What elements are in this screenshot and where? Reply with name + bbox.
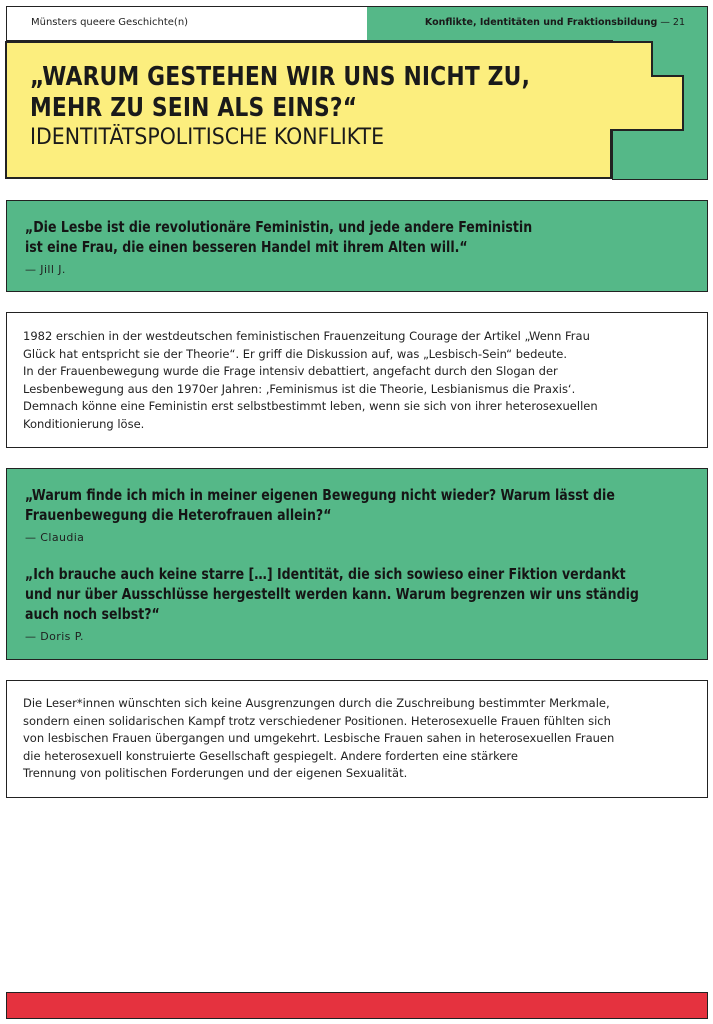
- quote-author: — Doris P.: [25, 630, 84, 643]
- quote-line: ist eine Frau, die einen besseren Handel mit ihrem Alten will.“: [25, 238, 468, 256]
- quote-author: — Claudia: [25, 531, 85, 544]
- footer-red-bar: [6, 992, 708, 1019]
- paragraph-line: Trennung von politischen Forderungen und der eigenen Sexualität.: [23, 766, 408, 780]
- header-right-box: [367, 6, 708, 41]
- header-left-box: [6, 6, 368, 41]
- quote-line: und nur über Ausschlüsse hergestellt werden kann. Warum begrenzen wir uns ständig: [25, 585, 639, 603]
- quote-box-jill: [6, 200, 708, 292]
- paragraph-line: 1982 erschien in der westdeutschen feministischen Frauenzeitung Courage der Artikel „Wenn Frau: [23, 329, 590, 343]
- paragraph-line: sondern einen solidarischen Kampf trotz verschiedener Positionen. Heterosexuelle Frauen fühlten sich: [23, 713, 611, 728]
- section-separator: —: [657, 17, 673, 28]
- quote-line: Frauenbewegung die Heterofrauen allein?“: [25, 506, 332, 524]
- quote-box-claudia-doris: [6, 468, 708, 660]
- paragraph-line: Demnach könne eine Feministin erst selbstbestimmt leben, wenn sie sich von ihrer heterosexuellen: [23, 399, 598, 413]
- page-title-line-1: „WARUM GESTEHEN WIR UNS NICHT ZU,: [30, 62, 531, 92]
- paragraph-line: von lesbischen Frauen übergangen und umgekehrt. Lesbische Frauen sahen in heterosexuellen Frauen: [23, 731, 615, 745]
- text-box-courage: [6, 312, 708, 448]
- section-title: Konflikte, Identitäten und Fraktionsbildung: [424, 17, 658, 28]
- page-title-line-2: MEHR ZU SEIN ALS EINS?“: [30, 93, 358, 123]
- text-box-readers: [6, 680, 708, 798]
- paragraph-line: Die Leser*innen wünschten sich keine Ausgrenzungen durch die Zuschreibung bestimmter Merkmale,: [23, 696, 610, 710]
- paragraph-line: Lesbenbewegung aus den 1970er Jahren: ‚Feminismus ist die Theorie, Lesbianismus die Praxis‘.: [23, 381, 576, 396]
- paragraph-line: In der Frauenbewegung wurde die Frage intensiv debattiert, angefacht durch den Slogan der: [23, 364, 558, 378]
- paragraph-line: Glück hat entspricht sie der Theorie“. Er griff die Diskussion auf, was „Lesbisch-Sein“ bedeute.: [23, 346, 568, 361]
- quote-author: — Jill J.: [25, 263, 66, 276]
- page-subtitle: IDENTITÄTSPOLITISCHE KONFLIKTE: [30, 125, 385, 150]
- quote-line: „Ich brauche auch keine starre […] Identität, die sich sowieso einer Fiktion verdankt: [25, 565, 626, 583]
- page-number: 21: [672, 17, 685, 28]
- publication-title: Münsters queere Geschichte(n): [31, 17, 189, 28]
- paragraph-line: die heterosexuell konstruierte Gesellschaft gespiegelt. Andere forderten eine stärkere: [23, 748, 518, 763]
- quote-line: „Warum finde ich mich in meiner eigenen Bewegung nicht wieder? Warum lässt die: [25, 486, 615, 504]
- quote-line: „Die Lesbe ist die revolutionäre Feministin, und jede andere Feministin: [25, 218, 533, 236]
- section-heading: [425, 17, 685, 28]
- paragraph-line: Konditionierung löse.: [23, 416, 145, 431]
- quote-line: auch noch selbst?“: [25, 605, 160, 623]
